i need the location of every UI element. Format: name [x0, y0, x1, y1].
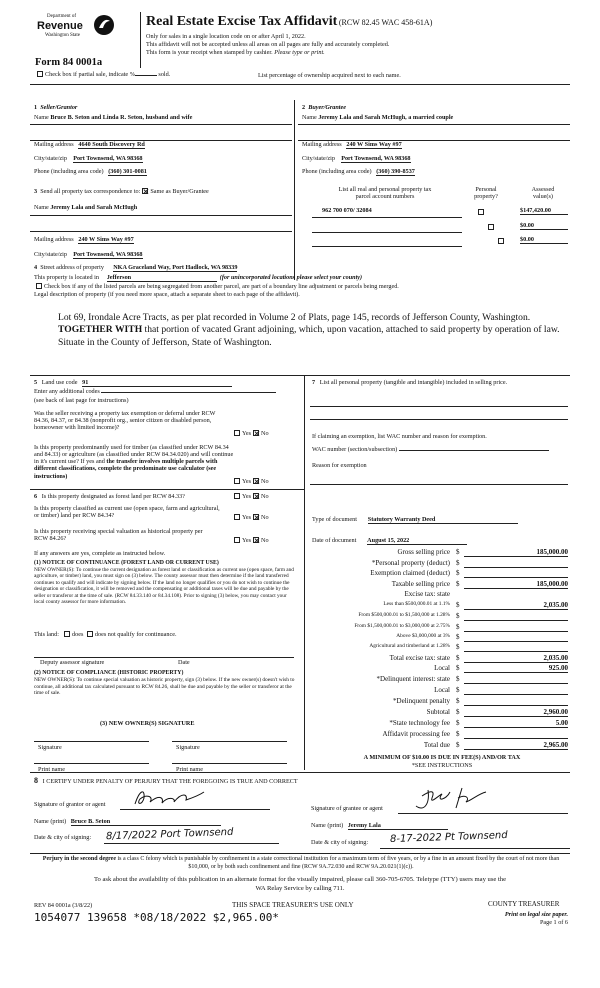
- currency-symbol: $: [456, 612, 460, 620]
- property-street: NKA Graceland Way, Port Hadlock, WA 98339: [113, 264, 238, 271]
- tax-label: Exemption claimed (deduct): [370, 569, 450, 577]
- seller-city: Port Townsend, WA 98368: [73, 155, 143, 162]
- legal-description: Lot 69, Irondale Acre Tracts, as per plat recorded in Volume 2 of Plats, page 145, records of Jefferson County, Washington. TOGETHER WITH that portion of vacated Grant adjoining, which, upon vacation, attached to said property by operation of law. Situate in the County of Jefferson, State of Washington.: [58, 312, 560, 348]
- form-number: Form 84 0001a: [35, 57, 103, 68]
- tax-label: Taxable selling price: [391, 580, 450, 588]
- grantor-signature: [130, 786, 210, 812]
- currency-symbol: $: [456, 623, 460, 631]
- tax-label: Less than $500,000.01 at 1.1%: [383, 601, 450, 607]
- tax-value: [464, 569, 568, 578]
- tax-value: [464, 633, 568, 642]
- dor-emblem-icon: [93, 14, 115, 36]
- tax-label: Gross selling price: [397, 548, 450, 556]
- segregated-checkbox[interactable]: [36, 283, 42, 289]
- tax-label: Agricultural and timberland at 1.28%: [369, 643, 450, 649]
- tax-value: [464, 730, 568, 739]
- tax-label: *Delinquent penalty: [393, 697, 450, 705]
- tax-value: 2,965.00: [464, 741, 568, 750]
- correspondence-name: Jeremy Lala and Sarah McHugh: [50, 204, 138, 211]
- receipt-stamp: 1054077 139658 *08/18/2022 $2,965.00*: [34, 911, 280, 924]
- currency-symbol: $: [456, 719, 460, 727]
- personal-property-checkbox[interactable]: [488, 224, 494, 230]
- tax-value: 925.00: [464, 664, 568, 673]
- tax-value: [464, 643, 568, 652]
- seller-heading: 1 Seller/Grantor: [34, 104, 78, 111]
- grantee-signature: [406, 784, 496, 814]
- seller-mailing-row: Mailing address 4640 South Discovery Rd: [34, 141, 145, 148]
- located-row: This property is located in Jefferson (for unincorporated locations please select your county): [34, 274, 363, 281]
- currency-symbol: $: [456, 686, 460, 694]
- tax-value: [464, 686, 568, 695]
- tax-value: [464, 559, 568, 568]
- same-as-buyer-checkbox[interactable]: [142, 188, 148, 194]
- buyer-phone-row: Phone (including area code) (360) 390-8537: [302, 168, 415, 175]
- tax-label: Local: [434, 686, 450, 694]
- tax-value: 185,000.00: [464, 580, 568, 589]
- currency-symbol: $: [456, 730, 460, 738]
- tax-label: Affidavit processing fee: [382, 730, 450, 738]
- currency-symbol: $: [456, 548, 460, 556]
- grantor-print-name: Bruce B. Seton: [71, 818, 221, 826]
- assessed-value: $0.00: [520, 222, 568, 230]
- tax-value: [464, 697, 568, 706]
- form-title: Real Estate Excise Tax Affidavit (RCW 82.45 WAC 458-61A): [146, 14, 433, 29]
- tax-value: [464, 675, 568, 684]
- tax-label: Excise tax: state: [404, 590, 450, 598]
- currency-symbol: $: [456, 643, 460, 651]
- tax-label: *Delinquent interest: state: [376, 675, 450, 683]
- tax-label: From $500,000.01 to $1,500,000 at 1.28%: [358, 612, 450, 618]
- grantee-date-city: 8-17-2022 Pt Townsend: [389, 829, 508, 846]
- land-use-row: 5 Land use code 91: [34, 379, 232, 387]
- parcel-number: 962 700 070/ 32084: [322, 207, 372, 214]
- q6-1-answer: Yes No: [232, 493, 269, 500]
- currency-symbol: $: [456, 654, 460, 662]
- currency-symbol: $: [456, 664, 460, 672]
- buyer-mailing-row: Mailing address 240 W Sims Way #97: [302, 141, 402, 148]
- tax-label: Subtotal: [426, 708, 450, 716]
- street-row: 4 Street address of property NKA Graceland Way, Port Hadlock, WA 98339: [34, 264, 238, 271]
- currency-symbol: $: [456, 708, 460, 716]
- currency-symbol: $: [456, 569, 460, 577]
- q6-3-answer: Yes No: [232, 537, 269, 544]
- correspondence-city-row: City/state/zip Port Townsend, WA 98368: [34, 251, 143, 258]
- buyer-city-row: City/state/zip Port Townsend, WA 98368: [302, 155, 411, 162]
- tax-label: *Personal property (deduct): [371, 559, 450, 567]
- buyer-name-row: Name Jeremy Lala and Sarah McHugh, a married couple: [302, 114, 454, 121]
- correspondence-row: 3 Send all property tax correspondence to: Same as Buyer/Grantee: [34, 188, 209, 195]
- doc-type: Statutory Warranty Deed: [368, 516, 518, 524]
- land-use-code: 91: [82, 379, 232, 387]
- partial-sale: Check box if partial sale, indicate % sold.: [35, 71, 170, 78]
- currency-symbol: $: [456, 633, 460, 641]
- buyer-name: Jeremy Lala and Sarah McHugh, a married couple: [318, 114, 454, 121]
- personal-property-checkbox[interactable]: [478, 209, 484, 215]
- assessed-value: $147,420.00: [520, 207, 568, 215]
- currency-symbol: $: [456, 559, 460, 567]
- currency-symbol: $: [456, 675, 460, 683]
- perjury-notice: Perjury in the second degree is a class C felony which is punishable by confinement in a state correctional institution for a maximum term of five years, or by a fine in an amount fixed by the court of not more than $10,000, or by both such confinement and fine (RCW 9A.72.030 and RCW 9A.20.021(1)(c)).: [42, 856, 560, 870]
- seller-city-row: City/state/zip Port Townsend, WA 98368: [34, 155, 143, 162]
- buyer-city: Port Townsend, WA 98368: [341, 155, 411, 162]
- tax-value: 2,035.00: [464, 654, 568, 663]
- seller-name: Bruce B. Seton and Linda R. Seton, husband and wife: [50, 114, 193, 121]
- partial-sale-checkbox[interactable]: [37, 71, 43, 77]
- buyer-phone: (360) 390-8537: [376, 168, 415, 175]
- accessibility-notice: To ask about the availability of this publication in an alternate format for the visually impaired, please call 360-705-6705. Teletype (TTY) users may use the WA Relay Service by calling 711.: [93, 876, 507, 892]
- correspondence-name-row: Name Jeremy Lala and Sarah McHugh: [34, 204, 138, 211]
- tax-label: Above $3,000,000 at 3%: [396, 633, 450, 639]
- tax-value: [464, 623, 568, 632]
- seller-phone-row: Phone (including area code) (360) 301-0081: [34, 168, 147, 175]
- tax-value: 2,035.00: [464, 601, 568, 610]
- continuance-row: This land: does does not qualify for continuance.: [34, 631, 177, 638]
- seller-phone: (360) 301-0081: [108, 168, 147, 175]
- buyer-mailing: 240 W Sims Way #97: [346, 141, 402, 148]
- q6-2-answer: Yes No: [232, 514, 269, 521]
- q5-1-answer: Yes No: [232, 430, 269, 437]
- correspondence-city: Port Townsend, WA 98368: [73, 251, 143, 258]
- dor-logo: Department of Revenue Washington State: [33, 14, 123, 52]
- tax-value: 185,000.00: [464, 548, 568, 557]
- currency-symbol: $: [456, 697, 460, 705]
- tax-label: *State technology fee: [389, 719, 450, 727]
- doc-date-row: Date of document August 15, 2022: [312, 537, 467, 545]
- tax-label: Local: [434, 664, 450, 672]
- q5-2-answer: Yes No: [232, 478, 269, 485]
- grantor-date-city: 8/17/2022 Port Townsend: [105, 826, 234, 843]
- grantee-print-name: Jeremy Lala: [348, 822, 448, 830]
- certify-row: 8 I CERTIFY UNDER PENALTY OF PERJURY THAT THE FOREGOING IS TRUE AND CORRECT: [34, 776, 298, 785]
- parcel-header: List all real and personal property tax parcel account numbers: [338, 186, 432, 201]
- tax-value: [464, 612, 568, 621]
- seller-mailing: 4640 South Discovery Rd: [78, 141, 145, 148]
- correspondence-mailing: 240 W Sims Way #97: [78, 236, 134, 243]
- tax-value: 2,960.00: [464, 708, 568, 717]
- currency-symbol: $: [456, 741, 460, 749]
- currency-symbol: $: [456, 580, 460, 588]
- seller-name-row: Name Bruce B. Seton and Linda R. Seton, husband and wife: [34, 114, 193, 121]
- tax-label: Total due: [423, 741, 450, 749]
- tax-value: 5.00: [464, 719, 568, 728]
- correspondence-mailing-row: Mailing address 240 W Sims Way #97: [34, 236, 134, 243]
- tax-label: From $1,500,000.01 to $3,000,000 at 2.75%: [354, 623, 450, 629]
- tax-label: Total excise tax: state: [389, 654, 450, 662]
- segregated-row: Check box if any of the listed parcels are being segregated from another parcel, are part of a boundary line adjustment or parcels being merged.: [34, 283, 574, 290]
- doc-type-row: Type of document Statutory Warranty Deed: [312, 516, 518, 524]
- personal-property-checkbox[interactable]: [498, 238, 504, 244]
- buyer-heading: 2 Buyer/Grantee: [302, 104, 346, 111]
- property-county: Jefferson: [107, 274, 217, 282]
- currency-symbol: $: [456, 601, 460, 609]
- assessed-value: $0.00: [520, 236, 568, 244]
- doc-date: August 15, 2022: [367, 537, 467, 545]
